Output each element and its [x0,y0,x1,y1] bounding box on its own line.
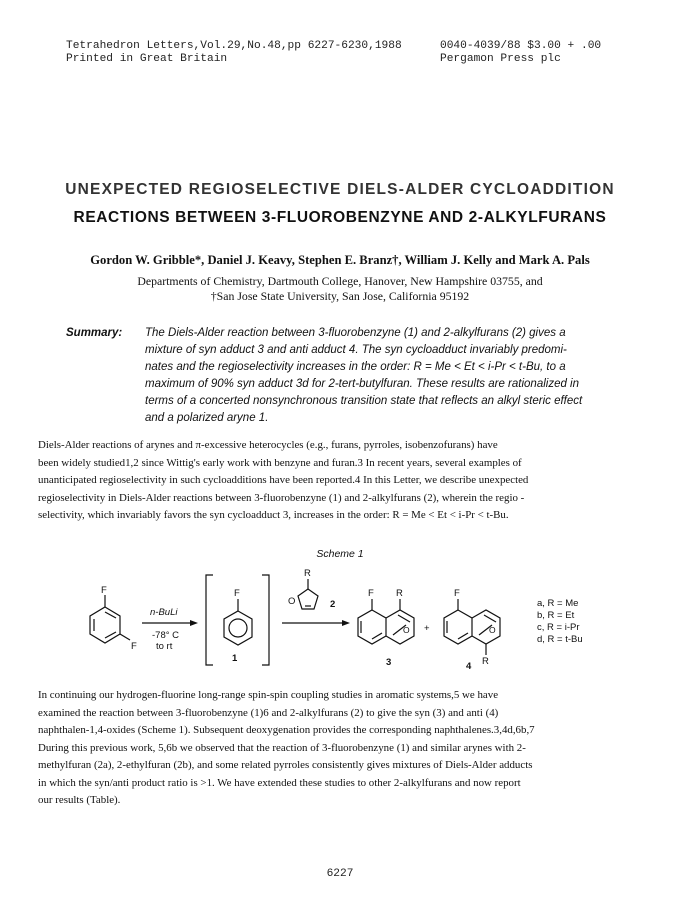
summary-line: nates and the regioselectivity increases in the order: R = Me < Et < i-Pr < t-Bu, to a [145,361,566,373]
body-paragraph-2 [38,687,640,810]
journal-header-right [440,40,601,66]
substituent-d: d, R = t-Bu [537,634,583,645]
atom-o-label: O [489,625,496,635]
paragraph-line: During this previous work, 5,6b we observed that the reaction of 3-fluorobenzyne (1) and similar arynes with 2- [38,741,526,754]
difluorobenzene-structure [90,585,137,652]
substituent-a: a, R = Me [537,598,579,609]
atom-r-label: R [396,588,403,599]
atom-f-label: F [234,588,240,599]
paragraph-line: in which the syn/anti product ratio is >1. We have extended these studies to other 2-alkylfurans and now report [38,776,521,789]
paragraph-line: In continuing our hydrogen-fluorine long-range spin-spin coupling studies in aromatic systems,5 we have [38,689,499,701]
issn-price: 0040-4039/88 $3.00 + .00 [440,40,602,52]
syn-adduct-structure [358,588,414,668]
paper-title-line2: REACTIONS BETWEEN 3-FLUOROBENZYNE AND 2-ALKYLFURANS [73,209,607,226]
paragraph-line: selectivity, which invariably favors the syn cycloadduct 3, increases in the order: R = Me < Et < i-Pr < t-Bu. [38,509,509,521]
atom-o-label: O [288,596,296,607]
affiliation-2: †San Jose State University, San Jose, California 95192 [210,289,470,303]
atom-f-label: F [101,585,107,596]
atom-f-label: F [131,641,137,652]
affiliation-1: Departments of Chemistry, Dartmouth College, Hanover, New Hampshire 03755, and [137,274,543,288]
conditions-label: to rt [156,641,173,652]
paragraph-line: regioselectivity in Diels-Alder reactions between 3-fluorobenzyne (1) and 2-alkylfurans (2), wherein the regio - [38,491,525,504]
summary-line: maximum of 90% syn adduct 3d for 2-tert-butylfuran. These results are rationalized in [145,378,580,390]
journal-header-left [66,40,402,66]
paragraph-line: methylfuran (2a), 2-ethylfuran (2b), and some related pyrroles consistently gives mixtures of Diels-Alder adducts [38,759,533,771]
body-paragraph-1 [38,437,640,525]
author-list: Gordon W. Gribble*, Daniel J. Keavy, Stephen E. Branz†, William J. Kelly and Mark A. Pals [90,253,590,267]
paragraph-line: examined the reaction between 3-fluorobenzyne (1)6 and 2-alkylfurans (2) to give the syn (3) and anti (4) [38,706,499,719]
anti-adduct-structure [444,588,500,672]
paragraph-line: Diels-Alder reactions of arynes and π-excessive heterocycles (e.g., furans, pyrroles, isobenzofurans) have [38,439,498,451]
compound-number-1: 1 [232,653,238,664]
paragraph-line: naphthalen-1,4-oxides (Scheme 1). Subsequent deoxygenation provides the corresponding naphthalenes.3,4d,6b,7 [38,724,535,736]
print-location: Printed in Great Britain [66,53,228,65]
page-number: 6227 [326,868,354,880]
summary-line: and a polarized aryne 1. [145,412,269,424]
conditions-label: -78° C [152,630,180,641]
summary-line: terms of a concerted nonsynchronous transition state that reflects an alkyl steric effect [145,395,583,407]
plus-sign: + [424,623,430,634]
paragraph-line: been widely studied1,2 since Wittig's early work with benzyne and furan.3 In recent years, several examples of [38,456,522,469]
reaction-scheme [60,565,640,680]
compound-number-2: 2 [330,599,336,610]
compound-number-4: 4 [466,661,472,672]
atom-f-label: F [454,588,460,599]
summary-label: Summary: [66,327,123,339]
reagent-label: n-BuLi [150,607,178,618]
paragraph-line: our results (Table). [38,794,121,806]
reagent-arrow [142,607,198,652]
substituent-legend [537,598,583,645]
compound-number-3: 3 [386,657,392,668]
atom-f-label: F [368,588,374,599]
alkylfuran-structure [282,568,350,626]
paragraph-line: unanticipated regioselectivity in such cycloadditions have been reported.4 In this Letter, we describe unexpected [38,474,529,486]
paper-title-line1: UNEXPECTED REGIOSELECTIVE DIELS-ALDER CYCLOADDITION [65,181,615,198]
atom-r-label: R [482,656,489,667]
publisher: Pergamon Press plc [440,53,561,65]
summary-line: The Diels-Alder reaction between 3-fluorobenzyne (1) and 2-alkylfurans (2) gives a [145,327,566,339]
summary-line: mixture of syn adduct 3 and anti adduct 4. The syn cycloadduct invariably predomi- [145,344,567,356]
substituent-c: c, R = i-Pr [537,622,580,633]
substituent-b: b, R = Et [537,610,575,621]
atom-r-label: R [304,568,311,579]
aryne-intermediate [206,575,269,665]
atom-o-label: O [403,625,410,635]
journal-citation: Tetrahedron Letters,Vol.29,No.48,pp 6227-6230,1988 [66,40,402,52]
scheme-label: Scheme 1 [316,548,364,560]
